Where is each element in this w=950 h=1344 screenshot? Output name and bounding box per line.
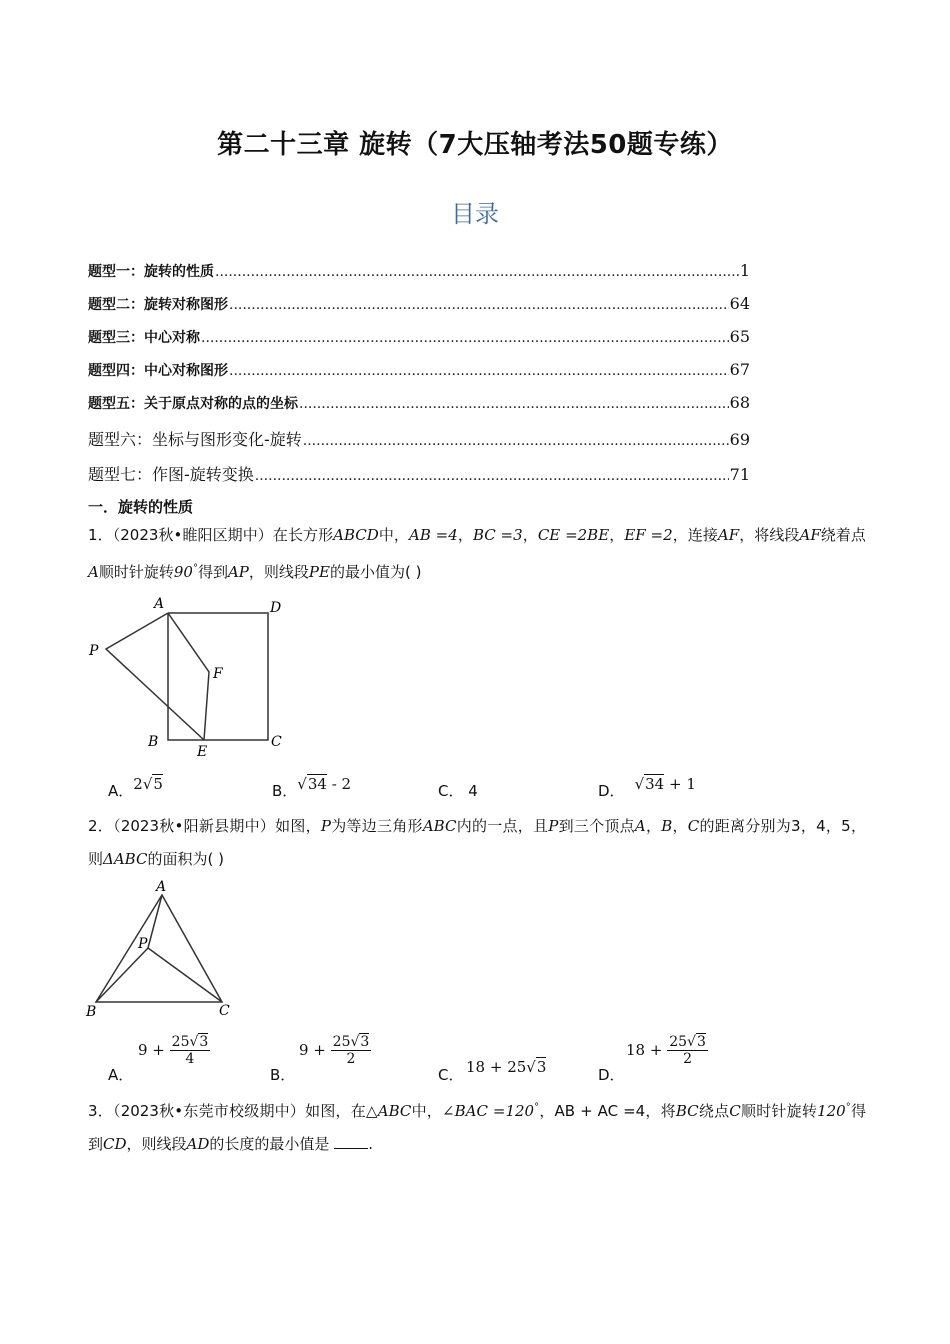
question-1-figure bbox=[84, 592, 294, 764]
label-a: A bbox=[154, 596, 165, 612]
toc-item-label: 题型二：旋转对称图形 bbox=[88, 297, 228, 313]
toc-item[interactable] bbox=[88, 294, 750, 314]
toc-item-label: 题型五：关于原点对称的点的坐标 bbox=[88, 396, 298, 412]
toc-item-label: 题型三：中心对称 bbox=[88, 330, 200, 346]
q2-option-c[interactable]: C． bbox=[438, 1066, 464, 1084]
toc-item[interactable] bbox=[88, 393, 750, 413]
triangle-abc bbox=[96, 895, 222, 1002]
toc-leader bbox=[229, 297, 729, 313]
q2-option-c-expr: 18 + 25√3 bbox=[466, 1058, 547, 1076]
toc-item-label: 题型六：坐标与图形变化-旋转 bbox=[88, 430, 302, 449]
q2-option-b[interactable]: B． bbox=[270, 1066, 296, 1084]
q2-option-a-expr: 9 + $\frac{25√3}{4}$ bbox=[138, 1034, 209, 1067]
toc-item-label: 题型四：中心对称图形 bbox=[88, 363, 228, 379]
toc-leader bbox=[303, 433, 729, 449]
toc-item[interactable] bbox=[88, 462, 750, 485]
q1-option-c[interactable]: C． 4 bbox=[438, 782, 478, 800]
q1-option-b[interactable]: B．√34 - 2 bbox=[272, 775, 352, 800]
segment-a-p-e bbox=[106, 613, 204, 740]
q1-option-d[interactable]: D． √34 + 1 bbox=[598, 775, 696, 800]
label-c: C bbox=[219, 1003, 230, 1019]
segment-a-f-e bbox=[168, 613, 209, 740]
question-2-figure bbox=[84, 878, 244, 1023]
q2-option-b-expr: 9 + $\frac{25√3}{2}$ bbox=[299, 1034, 370, 1067]
label-b: B bbox=[86, 1004, 97, 1020]
segment-p-c bbox=[148, 948, 222, 1002]
toc-item-page: 69 bbox=[729, 430, 750, 449]
toc-item-page: 67 bbox=[729, 360, 750, 379]
page-title: 第二十三章 旋转（7大压轴考法50题专练） bbox=[217, 130, 733, 160]
q2-option-d-expr: 18 + $\frac{25√3}{2}$ bbox=[626, 1034, 706, 1067]
toc-leader bbox=[201, 330, 729, 346]
toc-item[interactable] bbox=[88, 360, 750, 380]
q2-option-d[interactable]: D． bbox=[598, 1066, 625, 1084]
question-1-text: 1．（2023秋•睢阳区期中）在长方形ABCD中，AB =4，BC =3，CE =2BE，EF =2，连接AF，将线段AF绕着点A顺时针旋转90°得到AP，则线段PE的最小值为( ) bbox=[88, 526, 866, 581]
answer-blank[interactable] bbox=[334, 1148, 368, 1149]
label-p: P bbox=[138, 936, 148, 952]
toc-item[interactable] bbox=[88, 427, 750, 450]
question-3-text: 3．（2023秋•东莞市校级期中）如图，在△ABC中，∠BAC =120°，AB + AC =4，将BC绕点C顺时针旋转120°得到CD，则线段AD的长度的最小值是 . bbox=[88, 1102, 866, 1153]
toc-leader bbox=[299, 396, 729, 412]
question-2-text: 2．（2023秋•阳新县期中）如图，P为等边三角形ABC内的一点，且P到三个顶点A，B，C的距离分别为3，4，5，则ΔABC的面积为( ) bbox=[88, 817, 866, 868]
toc-leader bbox=[229, 363, 729, 379]
q1-option-a[interactable]: A．2√5 bbox=[108, 775, 163, 800]
toc-item-page: 1 bbox=[739, 261, 750, 280]
label-c: C bbox=[271, 734, 282, 750]
toc-item-page: 71 bbox=[729, 465, 750, 484]
label-p: P bbox=[89, 643, 99, 659]
toc-leader bbox=[215, 264, 739, 280]
toc-leader bbox=[255, 468, 729, 484]
toc-heading: 目录 bbox=[451, 200, 499, 228]
label-d: D bbox=[270, 600, 282, 616]
q2-option-a[interactable]: A． bbox=[108, 1066, 134, 1084]
toc-item[interactable] bbox=[88, 327, 750, 347]
section-heading: 一．旋转的性质 bbox=[88, 498, 194, 516]
label-a: A bbox=[156, 879, 167, 895]
toc-item-page: 68 bbox=[729, 393, 750, 412]
toc-item[interactable] bbox=[88, 261, 750, 281]
toc-item-page: 65 bbox=[729, 327, 750, 346]
toc-item-label: 题型一：旋转的性质 bbox=[88, 264, 214, 280]
label-b: B bbox=[148, 734, 159, 750]
toc-item-page: 64 bbox=[729, 294, 750, 313]
toc-item-label: 题型七：作图-旋转变换 bbox=[88, 465, 254, 484]
label-e: E bbox=[197, 744, 208, 760]
label-f: F bbox=[213, 666, 223, 682]
